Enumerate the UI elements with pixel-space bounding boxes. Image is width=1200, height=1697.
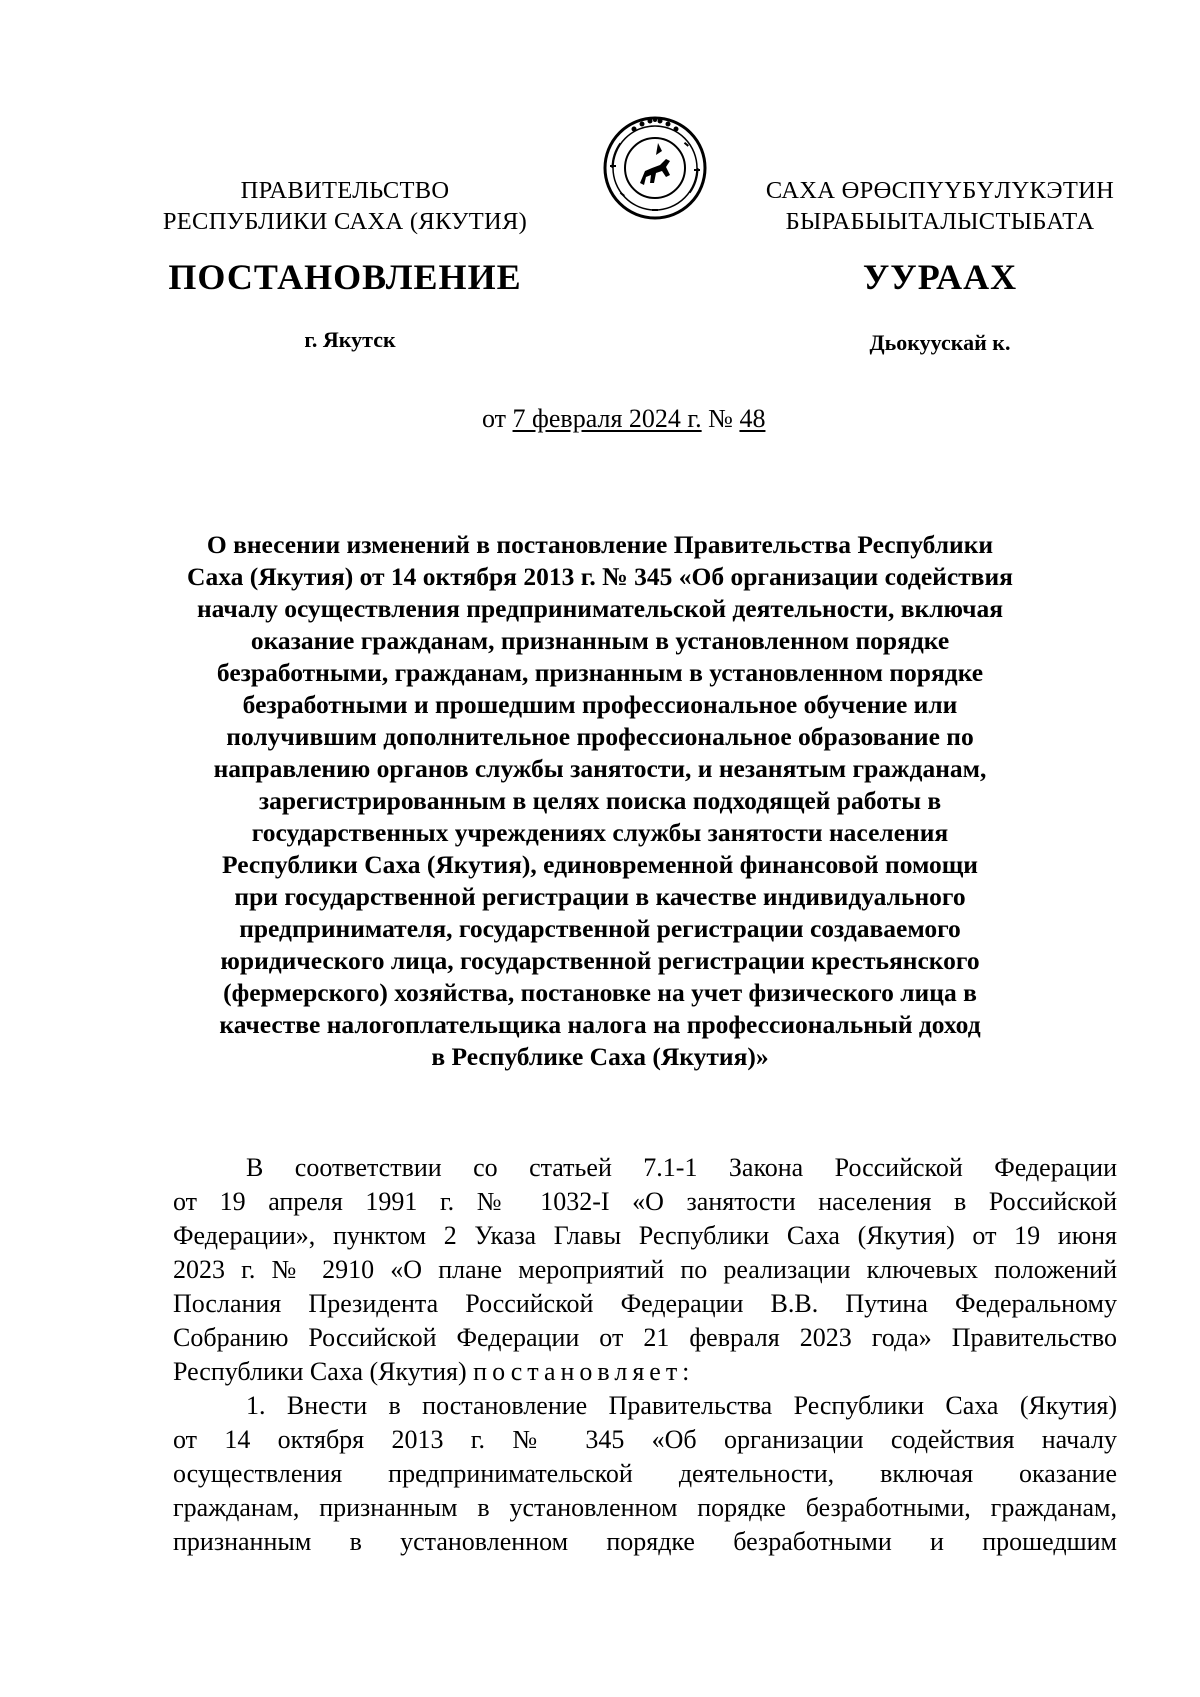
org-name-sah-line-2: БЫРАБЫЫТАЛЫСТЫБАТА <box>785 208 1095 235</box>
date-prefix: от <box>482 404 507 433</box>
paragraph-line: осуществления предпринимательской деятельности, включая оказание <box>173 1459 1117 1488</box>
org-name-sah <box>750 175 1130 237</box>
paragraph-line: от 14 октября 2013 г. № 345 «Об организации содействия началу <box>173 1425 1117 1454</box>
title-line: юридического лица, государственной регистрации крестьянского <box>220 946 980 975</box>
doc-type-ru: ПОСТАНОВЛЕНИЕ <box>168 257 522 297</box>
org-name-sah-line-1: САХА ӨРӨСПҮҮБҮЛҮКЭТИН <box>765 177 1115 204</box>
title-line: при государственной регистрации в качестве индивидуального <box>234 882 966 911</box>
title-line: получившим дополнительное профессиональное образование по <box>226 722 974 751</box>
paragraph-line: признанным в установленном порядке безработными и прошедшим <box>173 1527 1117 1556</box>
resolution-verb: постановляет: <box>473 1357 695 1386</box>
paragraph-line: Собранию Российской Федерации от 21 февраля 2023 года» Правительство <box>173 1323 1117 1352</box>
preamble-paragraph <box>173 1151 1117 1389</box>
paragraph-line: Послания Президента Российской Федерации В.В. Путина Федеральному <box>173 1289 1117 1318</box>
org-name-ru <box>150 175 540 237</box>
paragraph-line: В соответствии со статьей 7.1-1 Закона Российской Федерации <box>246 1153 1117 1182</box>
city-ru: г. Якутск <box>304 327 396 352</box>
title-line: безработными, гражданам, признанным в установленном порядке <box>216 658 984 687</box>
title-line: О внесении изменений в постановление Правительства Республики <box>206 530 994 559</box>
coat-of-arms-icon <box>600 113 710 223</box>
title-line: безработными и прошедшим профессиональное обучение или <box>242 690 958 719</box>
paragraph-line: гражданам, признанным в установленном порядке безработными, гражданам, <box>173 1493 1117 1522</box>
paragraph-line <box>173 1355 1117 1389</box>
title-line: предпринимателя, государственной регистрации создаваемого <box>239 914 961 943</box>
document-number: 48 <box>739 404 766 433</box>
org-name-ru-line-2: РЕСПУБЛИКИ САХА (ЯКУТИЯ) <box>162 208 528 235</box>
title-line: началу осуществления предпринимательской деятельности, включая <box>196 594 1003 623</box>
paragraph-line: Федерации», пунктом 2 Указа Главы Республики Саха (Якутия) от 19 июня <box>173 1221 1117 1250</box>
paragraph-line: 1. Внести в постановление Правительства Республики Саха (Якутия) <box>246 1391 1117 1420</box>
city-sah: Дьокуускай к. <box>869 330 1011 355</box>
title-line: в Республике Саха (Якутия)» <box>431 1042 769 1071</box>
document-date: 7 февраля 2024 г. <box>512 404 702 433</box>
document-title <box>150 529 1050 1073</box>
title-line: (фермерского) хозяйства, постановке на учет физического лица в <box>223 978 977 1007</box>
number-sign: № <box>708 404 733 433</box>
title-line: направлению органов службы занятости, и незанятым гражданам, <box>213 754 987 783</box>
title-line: качестве налогоплательщика налога на профессиональный доход <box>219 1010 981 1039</box>
title-line: оказание гражданам, признанным в установленном порядке <box>250 626 950 655</box>
title-line: Саха (Якутия) от 14 октября 2013 г. № 345 «Об организации содействия <box>187 562 1013 591</box>
paragraph-line: 2023 г. № 2910 «О плане мероприятий по реализации ключевых положений <box>173 1255 1117 1284</box>
title-line: Республики Саха (Якутия), единовременной финансовой помощи <box>222 850 978 879</box>
paragraph-line: от 19 апреля 1991 г. № 1032-I «О занятости населения в Российской <box>173 1187 1117 1216</box>
title-line: государственных учреждениях службы занятости населения <box>251 818 949 847</box>
doc-type-sah: УУРААХ <box>862 257 1018 297</box>
resolution-subject: Республики Саха (Якутия) <box>173 1357 467 1386</box>
title-line: зарегистрированным в целях поиска подходящей работы в <box>258 786 942 815</box>
item-1-paragraph <box>173 1389 1117 1559</box>
date-line <box>482 404 765 434</box>
org-name-ru-line-1: ПРАВИТЕЛЬСТВО <box>240 177 450 204</box>
